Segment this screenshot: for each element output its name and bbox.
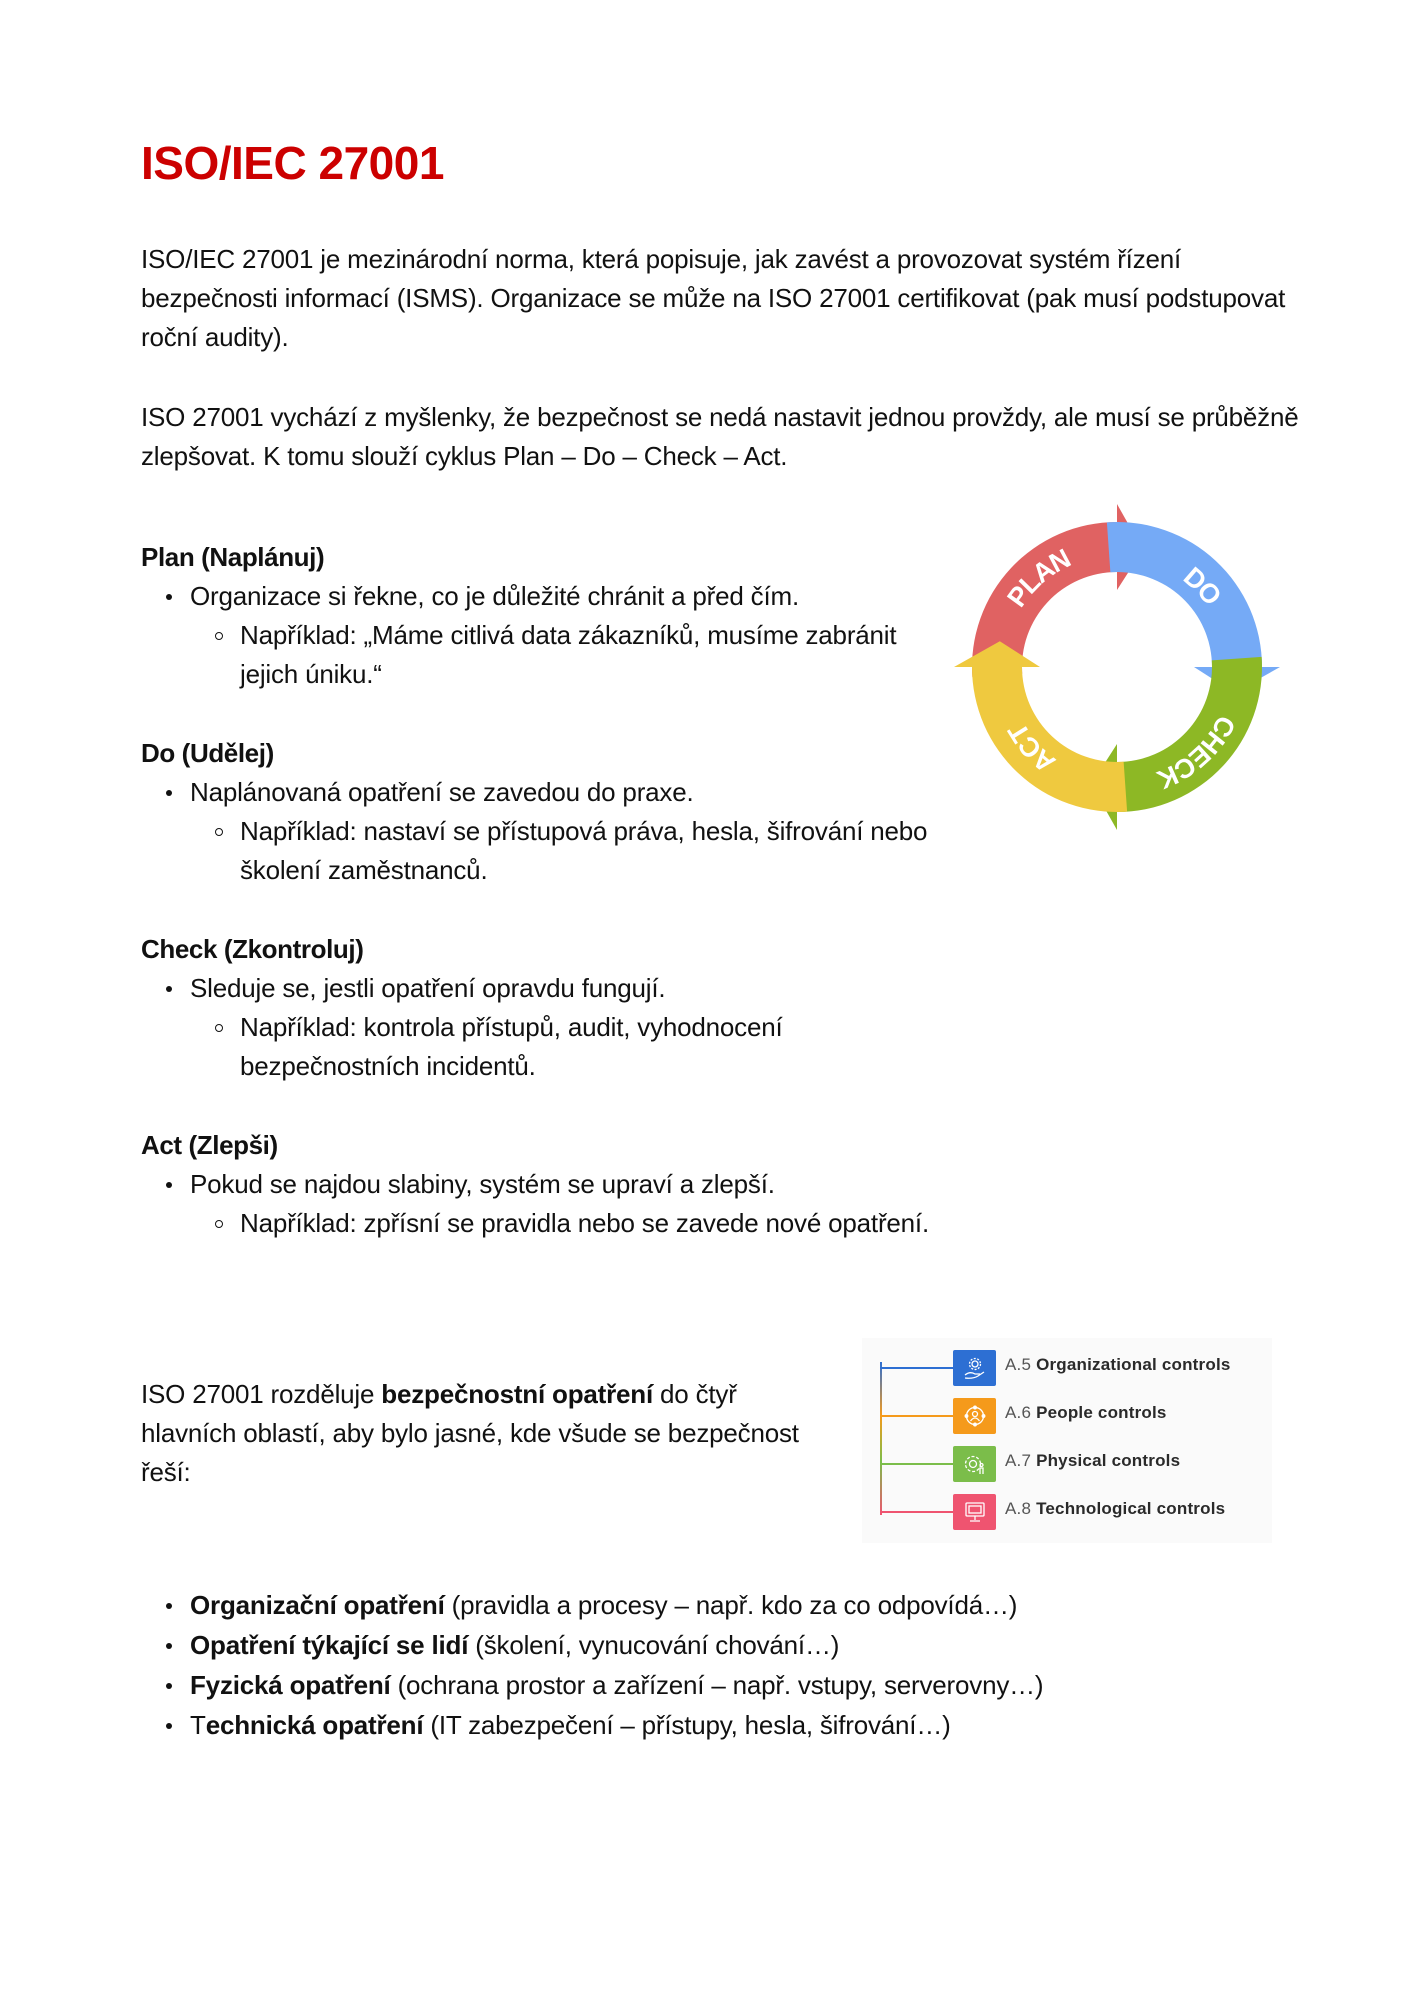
control-row-technological: A.8 Technological controls [862, 1494, 1272, 1530]
controls-diagram [862, 1338, 1272, 1543]
control-row-organizational: A.5 Organizational controls [862, 1350, 1272, 1386]
page-title: ISO/IEC 27001 [141, 137, 444, 189]
section-subbullet-check: Například: kontrola přístupů, audit, vyhodnocení bezpečnostních incidentů. [240, 1008, 940, 1086]
section-bullet-plan: Organizace si řekne, co je důležité chránit a před čím. [190, 577, 970, 616]
gear-person-icon [953, 1446, 996, 1482]
controls-list-item-people: Opatření týkající se lidí (školení, vynucování chování…) [190, 1626, 1290, 1665]
section-bullet-act: Pokud se najdou slabiny, systém se upraví a zlepší. [190, 1165, 970, 1204]
pdca-segment-act [954, 641, 1127, 812]
gear-hand-icon [953, 1350, 996, 1386]
controls-intro-paragraph: ISO 27001 rozděluje bezpečnostní opatření do čtyř hlavních oblastí, aby bylo jasné, kde všude se bezpečnost řeší: [141, 1379, 799, 1487]
controls-list-item-organizational: Organizační opatření (pravidla a procesy – např. kdo za co odpovídá…) [190, 1586, 1290, 1625]
intro-paragraph-1: ISO/IEC 27001 je mezinárodní norma, která popisuje, jak zavést a provozovat systém řízení bezpečnosti informací (ISMS). Organizace se může na ISO 27001 certifikovat (pak musí podstupovat roční audity). [141, 244, 1286, 352]
intro-paragraph-2: ISO 27001 vychází z myšlenky, že bezpečnost se nedá nastavit jednou provždy, ale musí se průběžně zlepšovat. K tomu slouží cyklus Plan – Do – Check – Act. [141, 402, 1299, 471]
section-subbullet-plan: Například: „Máme citlivá data zákazníků, musíme zabránit jejich úniku.“ [240, 616, 940, 694]
section-bullet-do: Naplánovaná opatření se zavedou do praxe. [190, 773, 970, 812]
section-heading-act: Act (Zlepši) [141, 1130, 278, 1160]
controls-list-item-technical: Technická opatření (IT zabezpečení – přístupy, hesla, šifrování…) [190, 1706, 1290, 1745]
section-bullet-check: Sleduje se, jestli opatření opravdu fungují. [190, 969, 970, 1008]
pdca-label-do: DO [1177, 561, 1228, 612]
section-subbullet-do: Například: nastaví se přístupová práva, hesla, šifrování nebo školení zaměstnanců. [240, 812, 940, 890]
section-subbullet-act: Například: zpřísní se pravidla nebo se zavede nové opatření. [240, 1204, 940, 1243]
pdca-cycle-diagram [950, 500, 1290, 840]
section-heading-do: Do (Udělej) [141, 738, 274, 768]
pdca-label-check: CHECK [1152, 710, 1242, 795]
pdca-label-plan: PLAN [1001, 542, 1076, 613]
controls-list-item-physical: Fyzická opatření (ochrana prostor a zařízení – např. vstupy, serverovny…) [190, 1666, 1290, 1705]
section-heading-check: Check (Zkontroluj) [141, 934, 364, 964]
controls-intro-emphasis: bezpečnostní opatření [381, 1379, 654, 1409]
section-heading-plan: Plan (Naplánuj) [141, 542, 325, 572]
control-row-people: A.6 People controls [862, 1398, 1272, 1434]
monitor-icon [953, 1494, 996, 1530]
control-row-physical: A.7 Physical controls [862, 1446, 1272, 1482]
person-network-icon [953, 1398, 996, 1434]
pdca-label-act: ACT [1002, 717, 1061, 779]
